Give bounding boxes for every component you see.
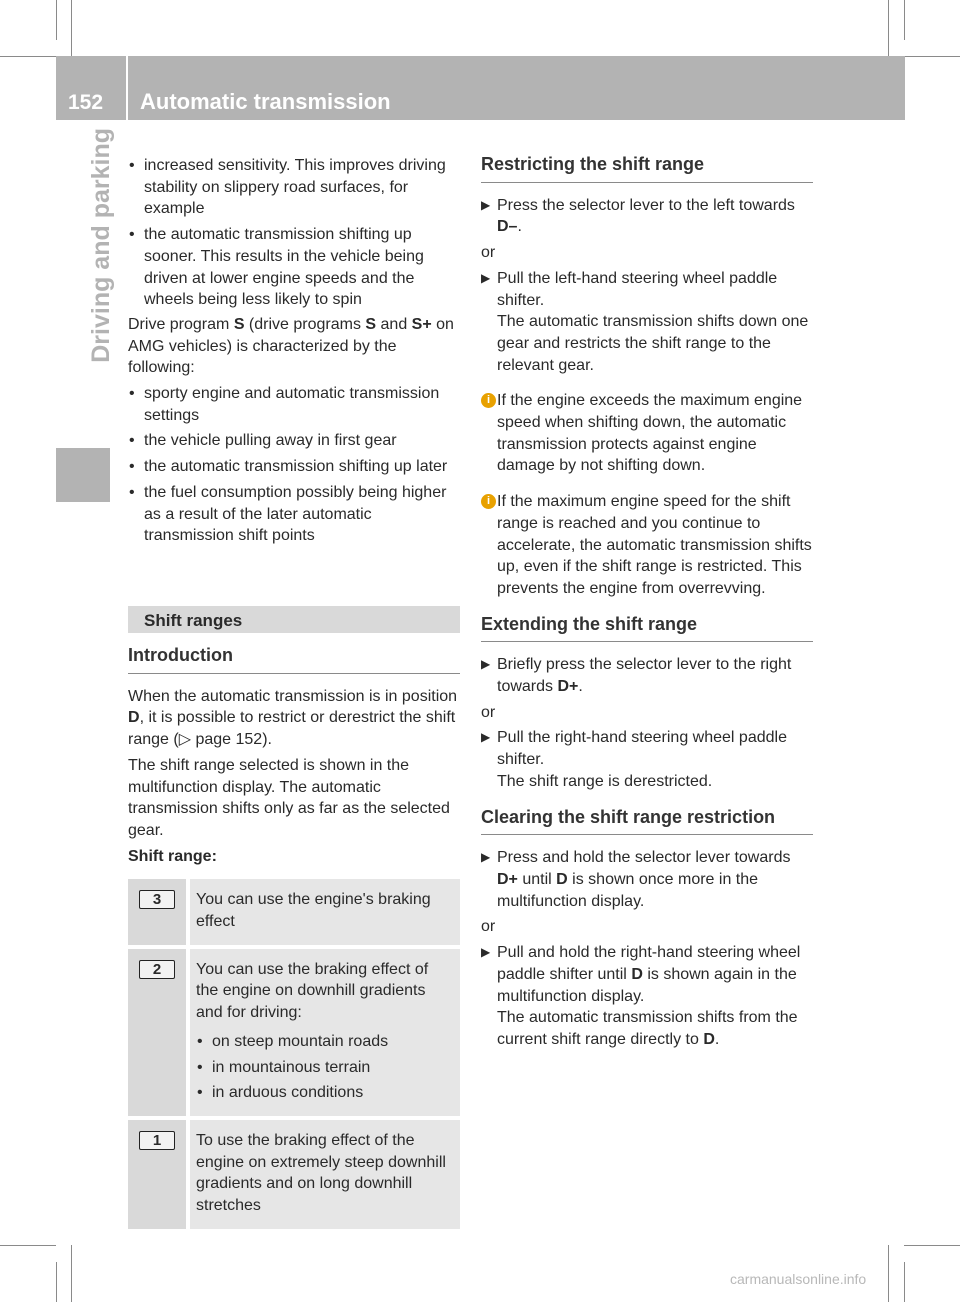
step-arrow-icon: ▶ (481, 270, 491, 285)
bullet-icon: • (129, 157, 135, 174)
instruction-step: ▶ Press and hold the selector lever towards D+ until D is shown once more in the multifunction display. (481, 849, 791, 910)
intro-paragraph: When the automatic transmission is in position D, it is possible to restrict or derestrict the shift range (▷ page 152). (128, 687, 458, 749)
bullet-icon: • (129, 483, 135, 501)
instruction-step: ▶ Press the selector lever to the left towards D–. (481, 196, 795, 236)
section-band-heading: Shift ranges (128, 606, 460, 633)
list-item: • the vehicle pulling away in first gear (128, 430, 460, 452)
crop-mark (904, 56, 960, 57)
or-separator: or (481, 918, 496, 936)
crop-mark (904, 1262, 905, 1302)
shift-range-label: Shift range: (128, 847, 217, 865)
right-column (481, 154, 813, 1051)
sidebar-chapter-marker (56, 448, 110, 502)
restricting-heading: Restricting the shift range (481, 154, 813, 183)
clearing-heading: Clearing the shift range restriction (481, 807, 813, 836)
shift-range-table (128, 875, 460, 1232)
gear-key-icon: 1 (139, 1131, 175, 1150)
left-column (128, 155, 460, 547)
table-row: 2 You can use the braking effect of the engine on downhill gradients and for driving: • on steep mountain roads • in mountainous terrain • in arduous conditions (128, 949, 460, 1116)
extending-heading: Extending the shift range (481, 614, 813, 643)
intro-paragraph: The shift range selected is shown in the multifunction display. The automatic transmission shifts only as far as the selected gear. (128, 756, 450, 839)
page-title: Automatic transmission (140, 89, 391, 114)
page-number: 152 (68, 91, 104, 114)
list-item: • in arduous conditions (196, 1082, 454, 1104)
info-icon: i (481, 494, 496, 509)
page-reference-icon: ▷ (178, 731, 192, 749)
bullet-icon: • (197, 1032, 203, 1050)
gear-key-icon: 3 (139, 890, 175, 909)
list-item: • sporty engine and automatic transmission settings (129, 385, 440, 424)
list-item: • the automatic transmission shifting up later (128, 456, 460, 478)
crop-mark (71, 0, 72, 56)
instruction-step: ▶ Pull the left-hand steering wheel paddle shifter. The automatic transmission shifts down one gear and restricts the shift range to the relevant gear. (481, 269, 809, 374)
instruction-step: ▶ Pull and hold the right-hand steering wheel paddle shifter until D is shown again in the multifunction display. The automatic transmission shifts from the current shift range directly to D. (481, 944, 801, 1048)
step-arrow-icon: ▶ (481, 850, 491, 865)
bullet-icon: • (129, 385, 135, 403)
or-separator: or (481, 244, 496, 262)
shift-ranges-section (128, 606, 460, 1233)
list-item: • the automatic transmission shifting up sooner. This results in the vehicle being driven at lower engine speeds and the wheels being less likely to spin (129, 226, 424, 309)
info-icon: i (481, 393, 496, 408)
list-item: • increased sensitivity. This improves driving stability on slippery road surfaces, for example (129, 157, 446, 218)
crop-mark (904, 0, 905, 40)
gear-key-icon: 2 (139, 960, 175, 979)
table-row: 1 To use the braking effect of the engine on extremely steep downhill gradients and on long downhill stretches (128, 1120, 460, 1229)
crop-mark (0, 1245, 56, 1246)
crop-mark (71, 1245, 72, 1302)
info-note: i If the engine exceeds the maximum engine speed when shifting down, the automatic transmission protects against engine damage by not shifting down. (481, 390, 813, 477)
step-arrow-icon: ▶ (481, 945, 491, 960)
bullet-icon: • (129, 226, 135, 244)
list-item: • on steep mountain roads (196, 1031, 454, 1053)
list-item: • in mountainous terrain (196, 1057, 454, 1079)
drive-program-paragraph: Drive program S (drive programs S and S+ on AMG vehicles) is characterized by the following: (128, 315, 454, 377)
instruction-step: ▶ Briefly press the selector lever to the right towards D+. (481, 656, 792, 696)
crop-mark (904, 1245, 960, 1246)
step-arrow-icon: ▶ (481, 197, 491, 212)
sidebar-chapter-label: Driving and parking (87, 128, 115, 363)
or-separator: or (481, 703, 496, 721)
bullet-icon: • (129, 458, 135, 476)
info-note: i If the maximum engine speed for the shift range is reached and you continue to accelerate, the automatic transmission shifts up, even if the shift range is restricted. This prevents the engine from overrevving. (481, 491, 813, 600)
crop-mark (888, 1245, 889, 1302)
introduction-heading: Introduction (128, 645, 460, 674)
crop-mark (56, 1262, 57, 1302)
crop-mark (0, 56, 56, 57)
watermark: carmanualsonline.info (730, 1271, 867, 1287)
instruction-step: ▶ Pull the right-hand steering wheel paddle shifter. The shift range is derestricted. (481, 729, 787, 790)
crop-mark (888, 0, 889, 56)
list-item: • the fuel consumption possibly being higher as a result of the later automatic transmission shift points (129, 483, 447, 545)
bullet-icon: • (197, 1084, 203, 1102)
bullet-icon: • (197, 1058, 203, 1076)
crop-mark (56, 0, 57, 40)
bullet-icon: • (129, 432, 135, 450)
table-row: 3 You can use the engine's braking effect (128, 879, 460, 944)
header-divider (126, 56, 128, 120)
step-arrow-icon: ▶ (481, 730, 491, 745)
step-arrow-icon: ▶ (481, 657, 491, 672)
